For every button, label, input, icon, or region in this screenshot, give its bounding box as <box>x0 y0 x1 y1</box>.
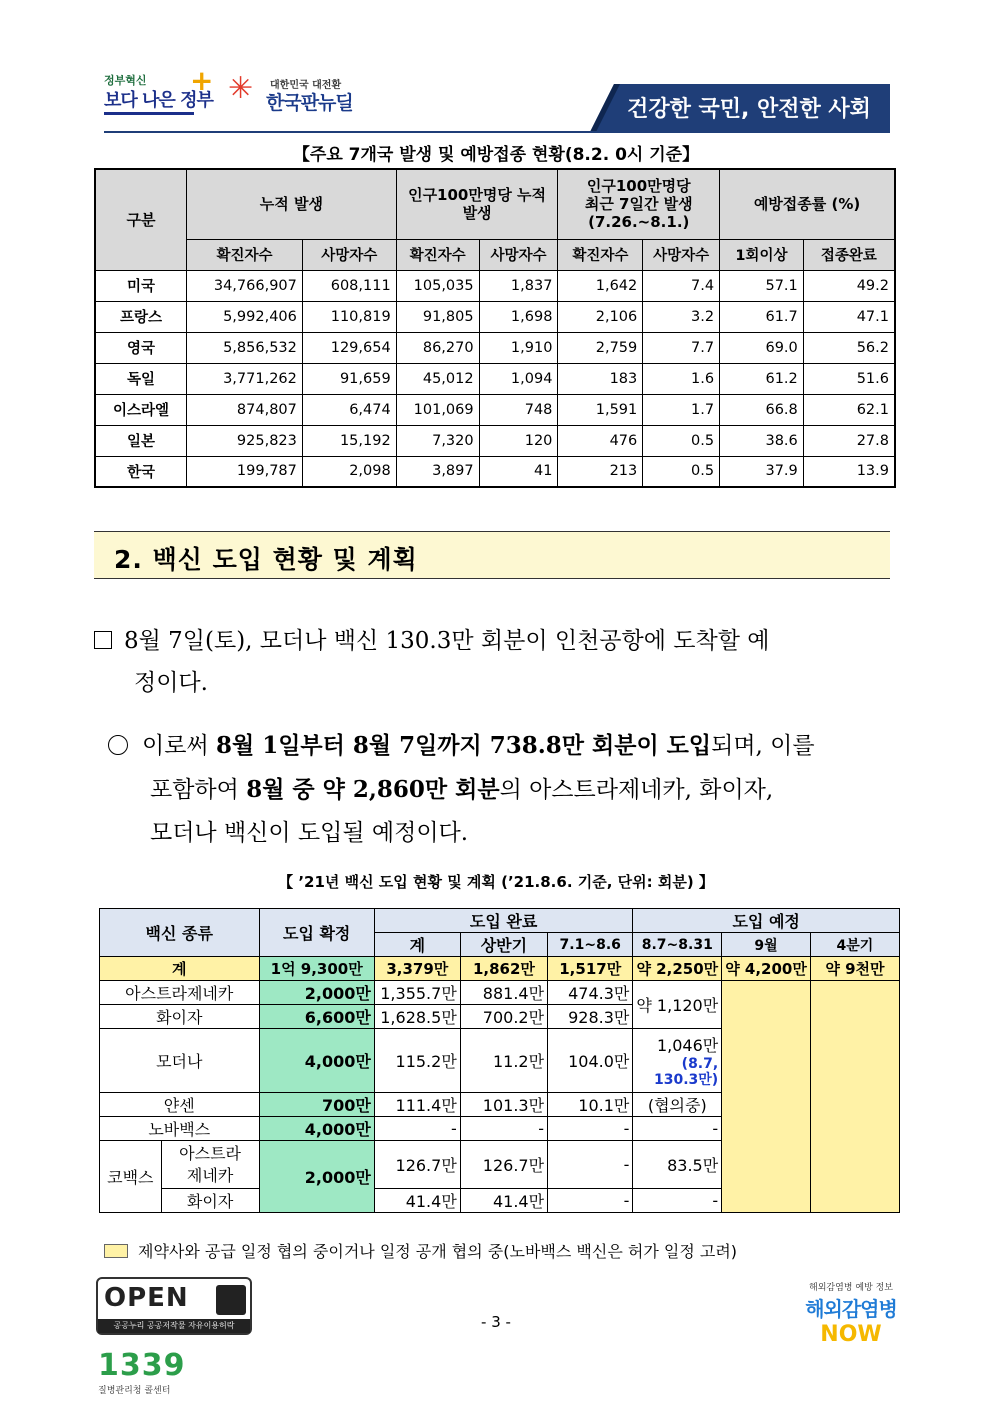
slogan-banner <box>590 84 890 132</box>
row-janssen: 얀센 700만 111.4만 101.3만 10.1만 (협의중) <box>100 1093 900 1117</box>
table-cell: 213 <box>558 456 643 487</box>
table-cell: 1,591 <box>558 394 643 425</box>
license-person-icon <box>216 1285 246 1315</box>
gov-logo-big-text: 보다 나은 정부 <box>104 90 213 111</box>
table-row <box>95 394 895 425</box>
header-aug: 8.7~8.31 <box>633 933 722 957</box>
country-name: 일본 <box>95 425 187 456</box>
row-covax-astrazeneca: 코백스 아스트라 제네카 2,000만 126.7만 126.7만 - 83.5만 <box>100 1141 900 1189</box>
table-cell: 110,819 <box>302 301 396 332</box>
table-cell: 49.2 <box>803 270 895 301</box>
header-recent-7days: 인구100만명당 최근 7일간 발생 (7.26.~8.1.) <box>558 169 720 239</box>
table-cell: 61.7 <box>720 301 804 332</box>
country-name: 프랑스 <box>95 301 187 332</box>
page-number: - 3 - <box>481 1313 511 1331</box>
row-covax-pfizer: 화이자 41.4만 41.4만 - - <box>100 1189 900 1213</box>
header-cumulative: 누적 발생 <box>187 169 397 239</box>
row-moderna: 모더나 4,000만 115.2만 11.2만 104.0만 1,046만 (8.7, 130.3만) <box>100 1029 900 1093</box>
slogan-text: 건강한 국민, 안전한 사회 <box>627 97 871 122</box>
header-vaccine-type: 백신 종류 <box>100 909 260 957</box>
table-cell: 61.2 <box>720 363 804 394</box>
table-cell: 183 <box>558 363 643 394</box>
table-cell: 0.5 <box>643 425 720 456</box>
table-row <box>95 425 895 456</box>
table-cell: 1,642 <box>558 270 643 301</box>
table-cell: 3.2 <box>643 301 720 332</box>
row-astrazeneca: 아스트라제네카 2,000만 1,355.7만 881.4만 474.3만 약 1,120만 <box>100 981 900 1005</box>
header-first-half: 상반기 <box>460 933 547 957</box>
table-cell: 2,106 <box>558 301 643 332</box>
table-row <box>95 363 895 394</box>
paragraph-arrival: 8월 7일(토), 모더나 백신 130.3만 회분이 인천공항에 도착할 예 정이다. <box>94 620 896 704</box>
table-cell: 7,320 <box>396 425 479 456</box>
header-q4: 4분기 <box>810 933 899 957</box>
table-cell: 1,698 <box>479 301 558 332</box>
table-cell: 120 <box>479 425 558 456</box>
table-cell: 27.8 <box>803 425 895 456</box>
table-cell: 6,474 <box>302 394 396 425</box>
row-novavax: 노바백스 4,000만 - - - - <box>100 1117 900 1141</box>
table-cell: 105,035 <box>396 270 479 301</box>
header-per-million: 인구100만명당 누적발생 <box>396 169 558 239</box>
table-cell: 476 <box>558 425 643 456</box>
table-cell: 91,659 <box>302 363 396 394</box>
logo-underline <box>104 112 194 115</box>
header-jul: 7.1~8.6 <box>548 933 633 957</box>
table-cell: 38.6 <box>720 425 804 456</box>
header-sum: 계 <box>374 933 460 957</box>
table-cell: 2,098 <box>302 456 396 487</box>
sep-pending-cell <box>722 981 811 1213</box>
paragraph-august-plan: 이로써 8월 1일부터 8월 7일까지 738.8만 회분이 도입되며, 이를 포함하여 8월 중 약 2,860만 회분의 아스트라제네카, 화이자, 모더나 백신이 도입될 예정이다. <box>108 724 896 855</box>
table-cell: 91,805 <box>396 301 479 332</box>
new-deal-star-icon: ✳ <box>228 71 254 106</box>
table-cell: 86,270 <box>396 332 479 363</box>
subheader-confirmed: 확진자수 <box>396 239 479 270</box>
vaccine-import-table <box>99 908 900 1213</box>
gov-logo-small-text: 정부혁신 <box>104 74 147 87</box>
subheader-complete: 접종완료 <box>803 239 895 270</box>
row-pfizer: 화이자 6,600만 1,628.5만 700.2만 928.3만 <box>100 1005 900 1029</box>
country-name: 이스라엘 <box>95 394 187 425</box>
table2-caption: 【 ’21년 백신 도입 현황 및 계획 (’21.8.6. 기준, 단위: 회분) 】 <box>278 873 714 891</box>
subheader-deaths: 사망자수 <box>479 239 558 270</box>
table-cell: 7.4 <box>643 270 720 301</box>
table-cell: 5,992,406 <box>187 301 303 332</box>
table-cell: 3,897 <box>396 456 479 487</box>
subheader-confirmed: 확진자수 <box>187 239 303 270</box>
header-vaccination-rate: 예방접종률 (%) <box>720 169 895 239</box>
square-bullet-icon <box>94 631 112 649</box>
header-category: 구분 <box>95 169 187 270</box>
table-cell: 47.1 <box>803 301 895 332</box>
table-cell: 41 <box>479 456 558 487</box>
kogl-open-license-logo: OPEN 공공누리 공공저작물 자유이용허락 <box>96 1277 252 1335</box>
table-cell: 3,771,262 <box>187 363 303 394</box>
new-deal-big-text: 한국판뉴딜 <box>266 92 353 114</box>
table-cell: 37.9 <box>720 456 804 487</box>
table-cell: 69.0 <box>720 332 804 363</box>
table-cell: 129,654 <box>302 332 396 363</box>
table-cell: 5,856,532 <box>187 332 303 363</box>
table-cell: 34,766,907 <box>187 270 303 301</box>
header-planned: 도입 예정 <box>633 909 900 933</box>
table-cell: 199,787 <box>187 456 303 487</box>
q4-pending-cell <box>810 981 899 1213</box>
table-cell: 51.6 <box>803 363 895 394</box>
table-cell: 1,837 <box>479 270 558 301</box>
section-header <box>94 531 890 579</box>
table-legend: 제약사와 공급 일정 협의 중이거나 일정 공개 협의 중(노바백스 백신은 허가 일정 고려) <box>104 1239 737 1262</box>
yellow-legend-swatch <box>104 1244 128 1258</box>
table-cell: 1.6 <box>643 363 720 394</box>
header-confirmed: 도입 확정 <box>259 909 374 957</box>
table-cell: 66.8 <box>720 394 804 425</box>
new-deal-small-text: 대한민국 대전환 <box>270 80 342 91</box>
table-cell: 1,910 <box>479 332 558 363</box>
country-status-table <box>94 168 896 488</box>
call-center-logo: 1339 질병관리청 콜센터 <box>98 1348 186 1396</box>
table-row <box>95 270 895 301</box>
table-cell: 874,807 <box>187 394 303 425</box>
table-cell: 56.2 <box>803 332 895 363</box>
table-cell: 925,823 <box>187 425 303 456</box>
table-row <box>95 332 895 363</box>
header-sep: 9월 <box>722 933 811 957</box>
subheader-confirmed: 확진자수 <box>558 239 643 270</box>
gov-innovation-logo <box>104 64 214 116</box>
table-cell: 1,094 <box>479 363 558 394</box>
table-cell: 15,192 <box>302 425 396 456</box>
section-title: 2. 백신 도입 현황 및 계획 <box>114 545 418 574</box>
table-cell: 0.5 <box>643 456 720 487</box>
subheader-deaths: 사망자수 <box>643 239 720 270</box>
country-name: 독일 <box>95 363 187 394</box>
country-name: 영국 <box>95 332 187 363</box>
header-completed: 도입 완료 <box>374 909 633 933</box>
table-row <box>95 456 895 487</box>
table-cell: 748 <box>479 394 558 425</box>
table-cell: 45,012 <box>396 363 479 394</box>
circle-bullet-icon <box>108 735 128 755</box>
korean-new-deal-logo <box>228 72 358 112</box>
country-name: 미국 <box>95 270 187 301</box>
table-cell: 1.7 <box>643 394 720 425</box>
table-cell: 608,111 <box>302 270 396 301</box>
total-row: 계 1억 9,300만 3,379만 1,862만 1,517만 약 2,250만 약 4,200만 약 9천만 <box>100 957 900 981</box>
table1-caption: 【주요 7개국 발생 및 예방접종 현황(8.2. 0시 기준】 <box>292 145 700 165</box>
overseas-disease-now-logo: 해외감염병 예방 정보 해외감염병 NOW <box>805 1283 897 1347</box>
table-cell: 2,759 <box>558 332 643 363</box>
table-cell: 57.1 <box>720 270 804 301</box>
table-cell: 101,069 <box>396 394 479 425</box>
country-name: 한국 <box>95 456 187 487</box>
subheader-first-dose: 1회이상 <box>720 239 804 270</box>
header-divider <box>104 131 890 133</box>
table-row <box>95 301 895 332</box>
table-cell: 13.9 <box>803 456 895 487</box>
subheader-deaths: 사망자수 <box>302 239 396 270</box>
plus-icon: + <box>190 64 214 97</box>
table-cell: 62.1 <box>803 394 895 425</box>
table-cell: 7.7 <box>643 332 720 363</box>
